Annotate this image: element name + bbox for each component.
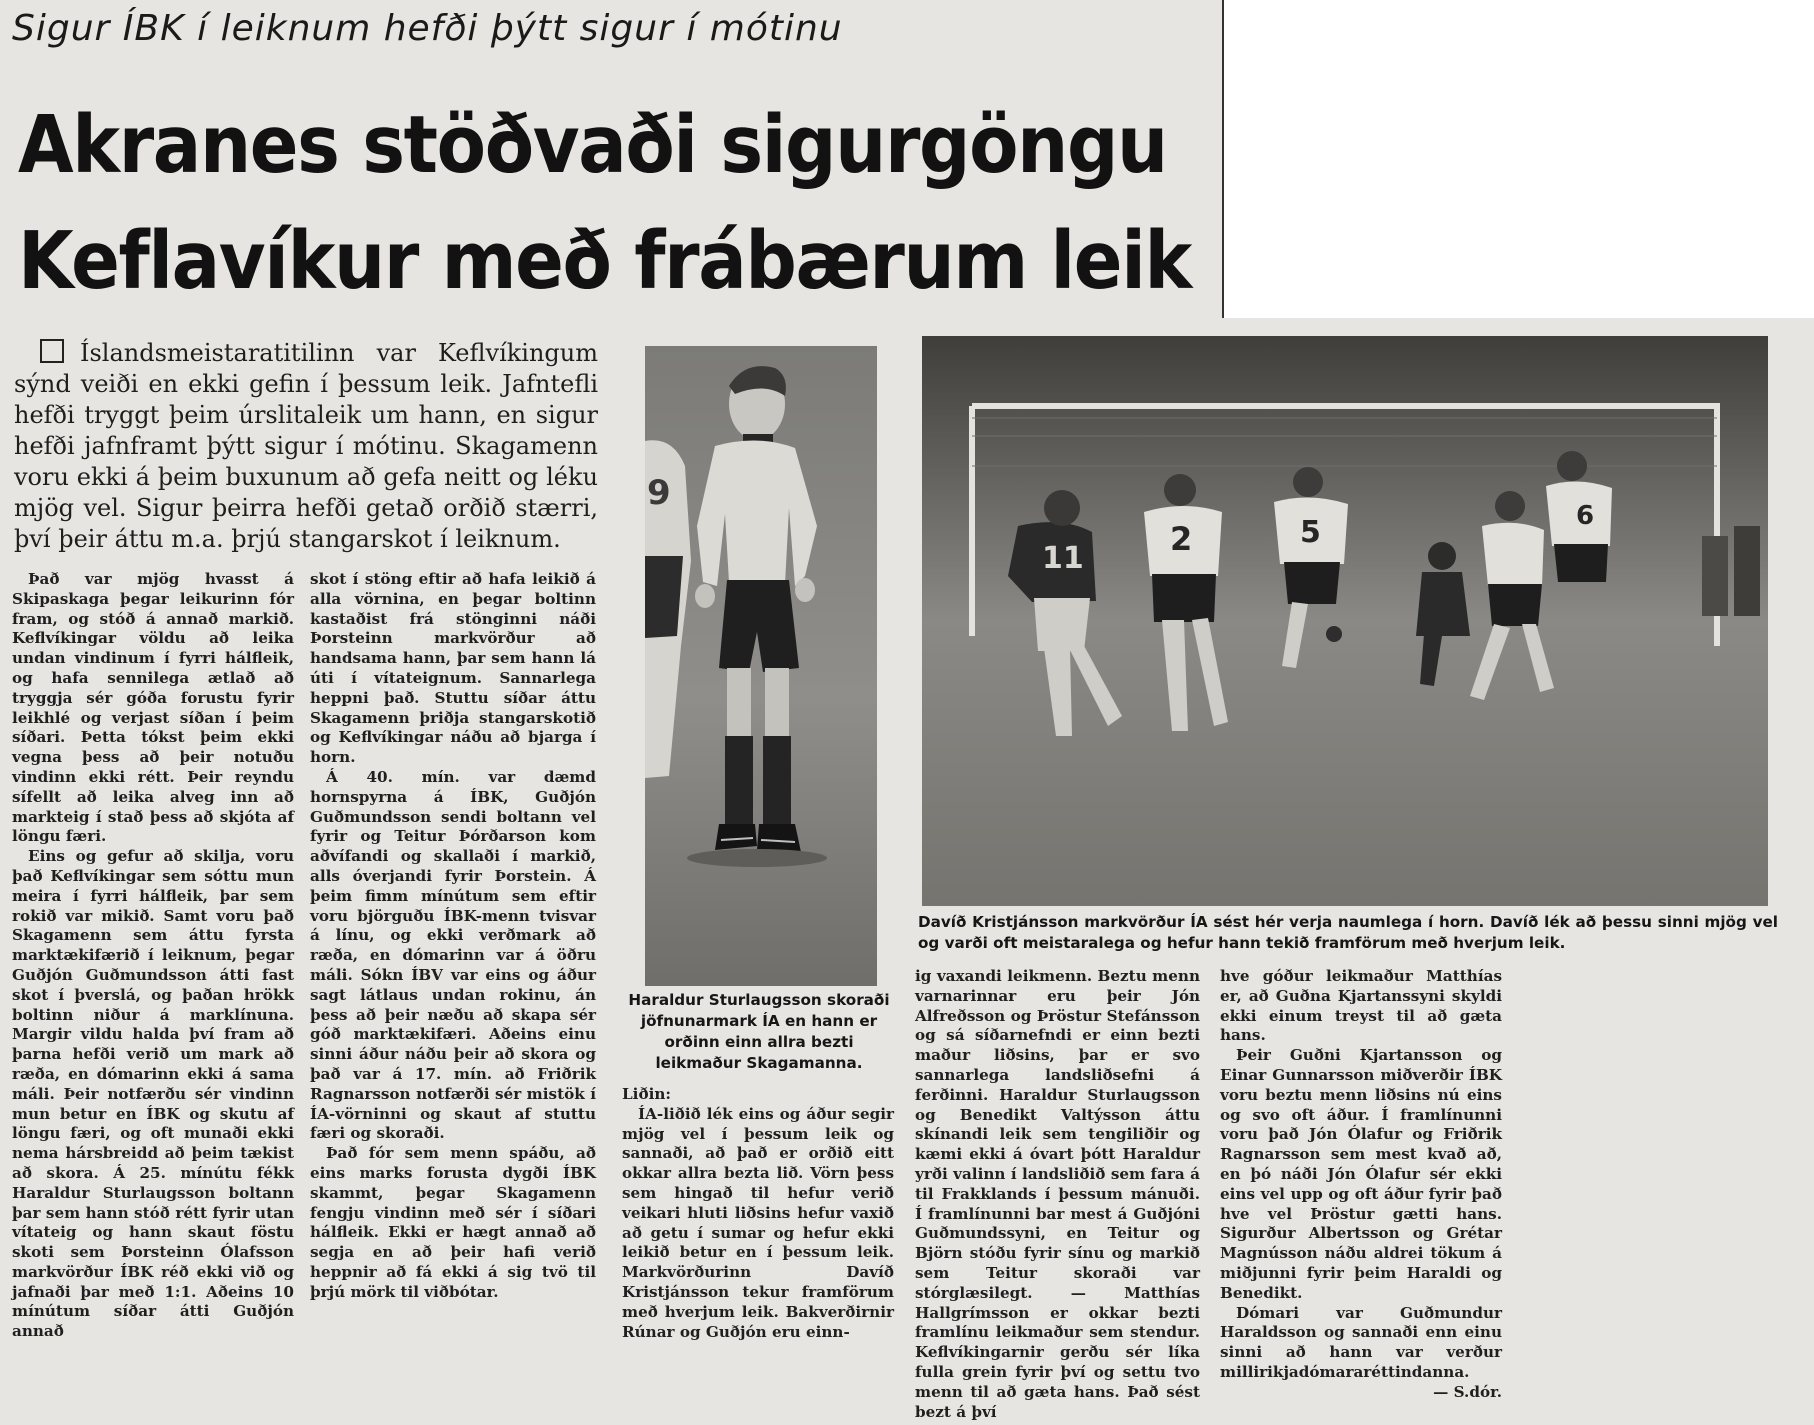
left-photo-caption: Haraldur Sturlaugsson skoraði jöfnunarmark ÍA en hann er orðinn einn allra bezti leikmaður Skagamanna. (628, 991, 890, 1072)
body-column-1 (12, 570, 294, 1342)
headline-line-1: Akranes stöðvaði sigurgöngu (18, 99, 1167, 191)
headline-line-2: Keflavíkur með frábærum leik (18, 215, 1191, 307)
paragraph: skot í stöng eftir að hafa leikið á alla vörnina, en þegar boltinn kastaðist frá stönginni náði Þorsteinn markvörður að handsama hann, þar sem hann lá úti í vítateignum. Sannarlega heppni það. Stuttu síðar áttu Skagamenn þriðja stangarskotið og Keflvíkingar náðu að bjarga í horn. (310, 570, 596, 767)
right-photo-caption: Davíð Kristjánsson markvörður ÍA sést hér verja naumlega í horn. Davíð lék að þessu sinni mjög vel og varði oft meistaralega og hefur hann tekið framförum með hverjum leik. (918, 913, 1778, 952)
jersey-number-6: 6 (1576, 501, 1595, 531)
player-photo (645, 346, 877, 986)
goal-scene-photo (922, 336, 1768, 906)
paragraph: Það var mjög hvasst á Skipaskaga þegar leikurinn fór fram, og stóð á annað markið. Keflvíkingar völdu að leika undan vindinum í fyrri hálfleik, og hafa sennilega ætlað að tryggja sér góða forustu fyrir leikhlé og verjast síðan í þeim síðari. Þetta tókst þeim ekki vegna þess að þeir notuðu vindinn ekki rétt. Þeir reyndu sífellt að leika alveg inn að markteig í stað þess að skjóta af löngu færi. (12, 570, 294, 846)
byline-signature: — S.dór. (1433, 1382, 1502, 1401)
paragraph: hve góður leikmaður Matthías er, að Guðna Kjartanssyni skyldi ekki einum treyst til að gæta hans. (1220, 967, 1502, 1045)
paragraph: ÍA-liðið lék eins og áður segir mjög vel í þessum leik og sannaði, að það er orðið eitt okkar allra bezta lið. Vörn þess sem hingað til hefur verið veikari hluti liðsins hefur vaxið að getu í sumar og hefur ekki leikið betur en í þessum leik. Markvörðurinn Davíð Kristjánsson tekur framförum með hverjum leik. Bakverðirnir Rúnar og Guðjón eru einn- (622, 1104, 894, 1341)
jersey-number-9: 9 (647, 473, 671, 513)
lead-text: Íslandsmeistaratitilinn var Keflvíkingum sýnd veiði en ekki gefin í þessum leik. Jafntefli hefði tryggt þeim úrslitaleik um hann, en sigur hefði jafnframt þýtt sigur í mótinu. Skagamenn voru ekki á þeim buxunum að gefa neitt og léku mjög vel. Sigur þeirra hefði getað orðið stærri, því þeir áttu m.a. þrjú stangarskot í leiknum. (14, 339, 598, 553)
square-marker-icon (40, 339, 64, 363)
paragraph: Þeir Guðni Kjartansson og Einar Gunnarsson miðverðir ÍBK voru beztu menn liðsins nú eins og svo oft áður. Í framlínunni voru það Jón Ólafur og Friðrik Ragnarsson sem mest kvað að, en þó náði Jón Ólafur sér ekki eins vel upp og oft áður fyrir það hve vel Þröstur gætti hans. Sigurður Albertsson og Grétar Magnússon náðu aldrei tökum á miðjunni fyrir þeim Haraldi og Benedikt. (1220, 1046, 1502, 1302)
kicker: Sigur ÍBK í leiknum hefði þýtt sigur í mótinu (12, 8, 843, 49)
body-column-5 (1220, 967, 1502, 1403)
paragraph: Það fór sem menn spáðu, að eins marks forusta dygði ÍBK skammt, þegar Skagamenn fengju vindinn með sér í síðari hálfleik. Ekki er hægt annað að segja en að þeir hafi verið heppnir að fá ekki á sig tvö til þrjú mörk til viðbótar. (310, 1144, 596, 1301)
body-column-3 (622, 1085, 894, 1342)
lead-paragraph (14, 338, 598, 555)
paragraph: Eins og gefur að skilja, voru það Keflvíkingar sem sóttu mun meira í fyrri hálfleik, þar sem rokið var mikið. Samt voru það Skagamenn sem áttu fyrsta marktækifærið í leiknum, þegar Guðjón Guðmundsson átti fast skot í þverslá, og þaðan hrökk boltinn niður á marklínuna. Margir vildu halda því fram að þarna hefði verið um mark að ræða, en dómarinn ekki á sama máli. Þeir notfærðu sér vindinn mun betur en ÍBK og skutu af löngu færi, og oft munaði ekki nema hársbreidd að þeim tækist að skora. Á 25. mínútu fékk Haraldur Sturlaugsson boltann þar sem hann stóð rétt fyrir utan vítateig og hann skaut föstu skoti sem Þorsteinn Ólafsson markvörður ÍBK réð ekki við og jafnaði þar með 1:1. Aðeins 10 mínútum síðar átti Guðjón annað (12, 847, 294, 1341)
subheading: Liðin: (622, 1085, 671, 1103)
paragraph: Á 40. mín. var dæmd hornspyrna á ÍBK, Guðjón Guðmundsson sendi boltann vel fyrir og Teitur Þórðarson kom aðvífandi og skallaði í markið, alls óverjandi fyrir Þorstein. Á þeim fimm mínútum sem eftir voru björguðu ÍBK-menn tvisvar á línu, og ekki verðmark að ræða, en dómarinn var á öðru máli. Sókn ÍBV var eins og áður sagt látlaus undan rokinu, án þess að þeir næðu að skapa sér góð marktækifæri. Aðeins einu sinni áður náðu þeir að skora og það var á 17. mín. að Friðrik Ragnarsson notfærði sér mistök í ÍA-vörninni og skaut af stuttu færi og skoraði. (310, 767, 596, 1143)
body-column-2 (310, 570, 596, 1302)
jersey-number-2: 2 (1170, 520, 1193, 558)
jersey-number-11: 11 (1042, 541, 1084, 576)
paragraph: ig vaxandi leikmenn. Beztu menn varnarinnar eru þeir Jón Alfreðsson og Þröstur Stefánsson og sá síðarnefndi er einn bezti maður liðsins, þar er svo sannarlega landsliðsefni á ferðinni. Haraldur Sturlaugsson og Benedikt Valtýsson áttu skínandi leik sem tengiliðir og kæmi ekki á óvart þótt Haraldur yrði valinn í landsliðið sem fara á til Frakklands í þessum mánuði. Í framlínunni bar mest á Guðjóni Guðmundssyni, en Teitur og Björn stóðu fyrir sínu og markið sem Teitur skoraði var stórglæsilegt. — Matthías Hallgrímsson er okkar bezti framlínu leikmaður sem stendur. Keflvíkingarnir gerðu sér líka fulla grein fyrir því og settu tvo menn til að gæta hans. Það sést bezt á því (915, 967, 1200, 1421)
jersey-number-5: 5 (1300, 515, 1321, 550)
clipping-border (1222, 0, 1224, 318)
paragraph: Dómari var Guðmundur Haraldsson og sannaði enn einu sinni að hann var verður millirikjadómararéttindanna. (1220, 1303, 1502, 1381)
body-column-4 (915, 967, 1200, 1422)
